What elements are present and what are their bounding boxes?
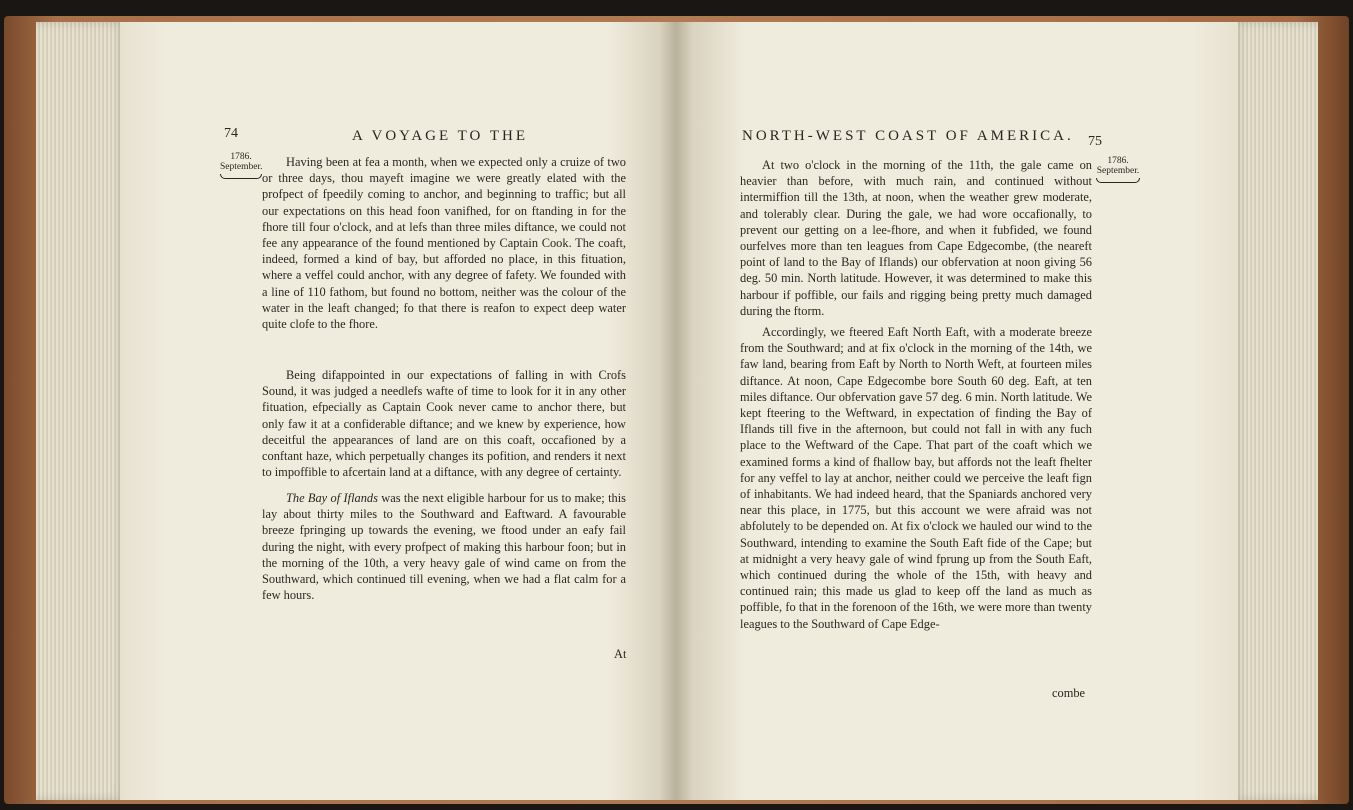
right-page-number: 75 xyxy=(1088,134,1102,149)
left-running-head: A VOYAGE TO THE xyxy=(352,128,528,144)
left-page xyxy=(120,22,676,800)
right-running-head: NORTH-WEST COAST OF AMERICA. xyxy=(742,128,1074,144)
margin-note-year: 1786. xyxy=(1107,156,1129,166)
right-margin-note xyxy=(1096,156,1140,183)
left-page-edges xyxy=(36,22,126,800)
left-paragraph-3-text: was the next eligible harbour for us to make; this lay about thirty miles to the Southward and Eaftward. A favourable breeze fpringing up towards the evening, we ftood under an eafy fail during the night, with every profpect of making this harbour foon; but in the morning of the 10th, a very heavy gale of wind came on from the Southward, which continued till evening, when we had a flat calm for a few hours. xyxy=(262,491,626,603)
left-page-number: 74 xyxy=(224,126,238,141)
right-paragraph-2: Accordingly, we fteered Eaft North Eaft, with a moderate breeze from the Southward; and at fix o'clock in the morning of the 14th, we faw land, bearing from Eaft by North to North Weft, at fourteen miles diftance. At noon, Cape Edgecombe bore South 60 deg. Eaft, at ten miles diftance. Our obfervation gave 57 deg. 6 min. North latitude. We kept fteering to the Weftward, in expectation of finding the Bay of Iflands till five in the afternoon, but could not fall in with any fuch place to the Weftward of the Cape. That part of the coaft which we examined forms a kind of fhallow bay, but affords not the leaft fhelter for any veffel to lay at anchor, neither could we perceive the leaft fign of inhabitants. We had indeed heard, that the Spaniards anchored very near this place, in 1775, but this account we were afraid was not abfolutely to be depended on. At fix o'clock we hauled our wind to the Southward, intending to examine the South Eaft fide of the Cape; but at midnight a very heavy gale of wind fprung up from the South Eaft, which continued during the whole of the 15th, with heavy and continued rain; this made us glad to keep off the land as much as poffible, fo that in the forenoon of the 16th, we were more than twenty leagues to the Southward of Cape Edge- xyxy=(740,325,1092,631)
bay-of-islands-italic: The Bay of Iflands xyxy=(286,491,378,505)
margin-note-year: 1786. xyxy=(230,152,252,162)
right-paragraph-1: At two o'clock in the morning of the 11th, the gale came on heavier than before, with much rain, and continued without intermiffion till the 13th, at noon, when the weather grew moderate, and tolerably clear. During the gale, we had wore occafionally, to prevent our getting on a lee-fhore, and when it fubfided, we found ourfelves more than ten leagues from Cape Edgecombe, (the neareft point of land to the Bay of Iflands) our obfervation at noon giving 56 deg. 50 min. North latitude. However, it was determined to make this harbour if poffible, our fails and rigging being pretty much damaged during the ftorm. xyxy=(740,158,1092,318)
right-catchword: combe xyxy=(1052,686,1086,700)
left-catchword: At xyxy=(614,647,627,661)
left-paragraph-2: Being difappointed in our expectations of falling in with Crofs Sound, it was judged a needlefs wafte of time to look for it in any other fituation, efpecially as Captain Cook never came to anchor there, but only faw it at a confiderable diftance; and we knew by experience, how deceitful the appearances of land are on this coaft, occafioned by a conftant haze, which perpetually changes its pofition, and renders it next to impoffible to afcertain land at a diftance, with any degree of certainty. xyxy=(262,368,626,480)
margin-brace xyxy=(1096,178,1140,183)
margin-note-month: September. xyxy=(220,162,263,172)
right-page-edges xyxy=(1232,22,1318,800)
right-page xyxy=(676,22,1238,800)
margin-brace xyxy=(220,174,262,179)
left-paragraph-3 xyxy=(262,490,626,603)
left-paragraph-1: Having been at fea a month, when we expected only a cruize of two or three days, thou mayeft imagine we were greatly elated with the profpect of fpeedily coming to anchor, and beginning to traffic; but all our expectations on this head foon vanifhed, for on ftanding in for the fhore till four o'clock, and at lefs than three miles diftance, we could not fee any appearance of the found mentioned by Captain Cook. The coaft, indeed, formed a kind of bay, but afforded no place, in this fituation, where a veffel could anchor, with any degree of fafety. We founded with a line of 110 fathom, but found no bottom, neither was the colour of the water in the leaft changed; fo that there is reafon to expect deep water quite clofe to the fhore. xyxy=(262,155,626,332)
left-margin-note xyxy=(220,152,262,179)
margin-note-month: September. xyxy=(1096,166,1140,176)
